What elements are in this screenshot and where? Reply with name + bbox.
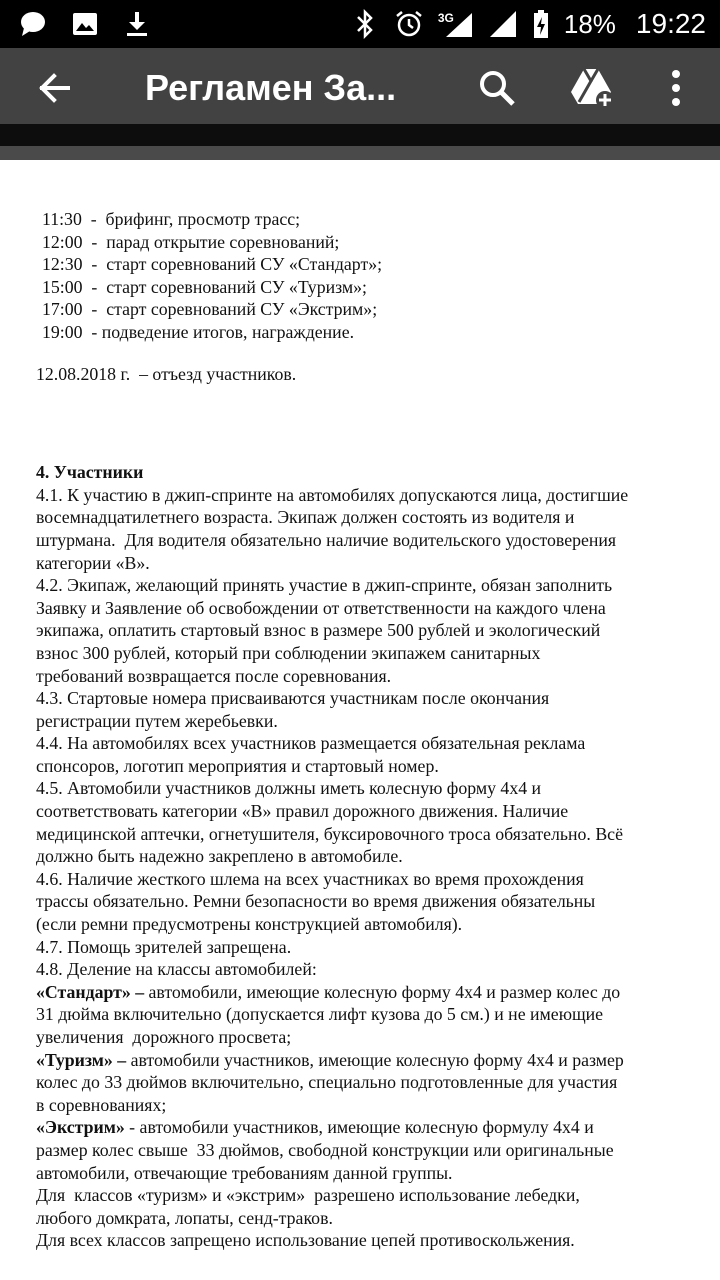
battery-percent: 18% [563, 8, 616, 39]
paragraph-line: 4.8. Деление на классы автомобилей: [36, 959, 317, 980]
paragraph-line: спонсоров, логотип мероприятия и стартовый номер. [36, 755, 439, 776]
paragraph-line: Заявку и Заявление об освобождении от ответственности на каждого члена [36, 597, 606, 618]
section-title: 4. Участники [36, 462, 144, 483]
paragraph-line: автомобили, отвечающие требованиям данной группы. [36, 1162, 453, 1183]
paragraph-line: регистрации путем жеребьевки. [36, 710, 278, 731]
paragraph-line: должно быть надежно закреплено в автомобиле. [36, 846, 403, 867]
bluetooth-icon [350, 9, 380, 39]
paragraph-line: медицинской аптечки, огнетушителя, буксировочного троса обязательно. Всё [36, 823, 623, 844]
signal-icon [488, 9, 518, 39]
paragraph-line: Для всех классов запрещено использование цепей противоскольжения. [36, 1230, 575, 1251]
schedule-row: 12:00 - парад открытие соревнований; [42, 231, 340, 252]
paragraph-line: категории «В». [36, 552, 150, 573]
schedule-row: 11:30 - брифинг, просмотр трасс; [42, 209, 301, 229]
paragraph-line: 4.1. К участию в джип-спринте на автомобилях допускаются лица, достигшие [36, 484, 629, 505]
paragraph-line: Для классов «туризм» и «экстрим» разрешено использование лебедки, [36, 1185, 580, 1206]
paragraph-line: 31 дюйма включительно (допускается лифт кузова до 5 см.) и не имеющие [36, 1004, 604, 1025]
paragraph-line: требований возвращается после соревнования. [36, 665, 392, 686]
signal-3g-icon: 3G [438, 9, 474, 39]
departure-line: 12.08.2018 г. – отъезд участников. [36, 363, 297, 384]
paragraph-line: 4.4. На автомобилях всех участников размещается обязательная реклама [36, 733, 586, 754]
class-extreme-line: «Экстрим» - автомобили участников, имеющие колесную формулу 4х4 и [36, 1117, 594, 1138]
app-bar [0, 48, 720, 124]
paragraph-line: 4.2. Экипаж, желающий принять участие в джип-спринте, обязан заполнить [36, 575, 613, 596]
drive-add-icon[interactable] [566, 62, 618, 114]
document-title: Регламен За... [145, 67, 397, 108]
paragraph-line: соответствовать категории «В» правил дорожного движения. Наличие [36, 801, 569, 822]
search-icon[interactable] [472, 62, 522, 114]
paragraph-line: (если ремни предусмотрены конструкцией автомобиля). [36, 914, 463, 935]
page-edge [0, 146, 720, 160]
clock: 19:22 [635, 8, 706, 39]
paragraph-line: колес до 33 дюймов включительно, специально подготовленные для участия [36, 1072, 618, 1093]
schedule-row: 19:00 - подведение итогов, награждение. [42, 321, 355, 342]
image-icon [70, 9, 100, 39]
paragraph-line: в соревнованиях; [36, 1094, 167, 1115]
paragraph-line: 4.3. Стартовые номера присваиваются участникам после окончания [36, 688, 550, 709]
paragraph-line: любого домкрата, лопаты, сенд-траков. [36, 1207, 333, 1228]
download-icon [122, 9, 152, 39]
paragraph-line: 4.6. Наличие жесткого шлема на всех участниках во время прохождения [36, 868, 584, 889]
class-tourism-line: «Туризм» – автомобили участников, имеющие колесную форму 4х4 и размер [36, 1049, 624, 1070]
schedule-row: 12:30 - старт соревнований СУ «Стандарт»; [42, 254, 383, 275]
paragraph-line: размер колес свыше 33 дюймов, свободной конструкции или оригинальные [36, 1139, 614, 1160]
document-page[interactable] [36, 208, 708, 1252]
schedule-row: 17:00 - старт соревнований СУ «Экстрим»; [42, 299, 378, 320]
alarm-icon [394, 9, 424, 39]
paragraph-line: 4.7. Помощь зрителей запрещена. [36, 936, 292, 957]
toolbar-shadow [0, 124, 720, 146]
back-arrow-icon[interactable] [28, 62, 80, 114]
paragraph-line: трассы обязательно. Ремни безопасности во время движения обязательны [36, 891, 596, 912]
schedule-row: 15:00 - старт соревнований СУ «Туризм»; [42, 276, 367, 297]
paragraph-line: 4.5. Автомобили участников должны иметь колесную форму 4х4 и [36, 778, 542, 799]
paragraph-line: восемнадцатилетнего возраста. Экипаж должен состоять из водителя и [36, 507, 575, 528]
paragraph-line: экипажа, оплатить стартовый взнос в размере 500 рублей и экологический [36, 620, 601, 641]
paragraph-line: взнос 300 рублей, который при соблюдении экипажем санитарных [36, 642, 541, 663]
class-standard-line: «Стандарт» – автомобили, имеющие колесную форму 4х4 и размер колес до [36, 981, 621, 1002]
more-vert-icon[interactable] [652, 62, 700, 114]
status-bar [0, 0, 720, 48]
chat-bubble-icon [18, 9, 48, 39]
battery-charging-icon [532, 9, 550, 39]
paragraph-line: увеличения дорожного просвета; [36, 1027, 292, 1047]
paragraph-line: штурмана. Для водителя обязательно наличие водительского удостоверения [36, 529, 617, 550]
